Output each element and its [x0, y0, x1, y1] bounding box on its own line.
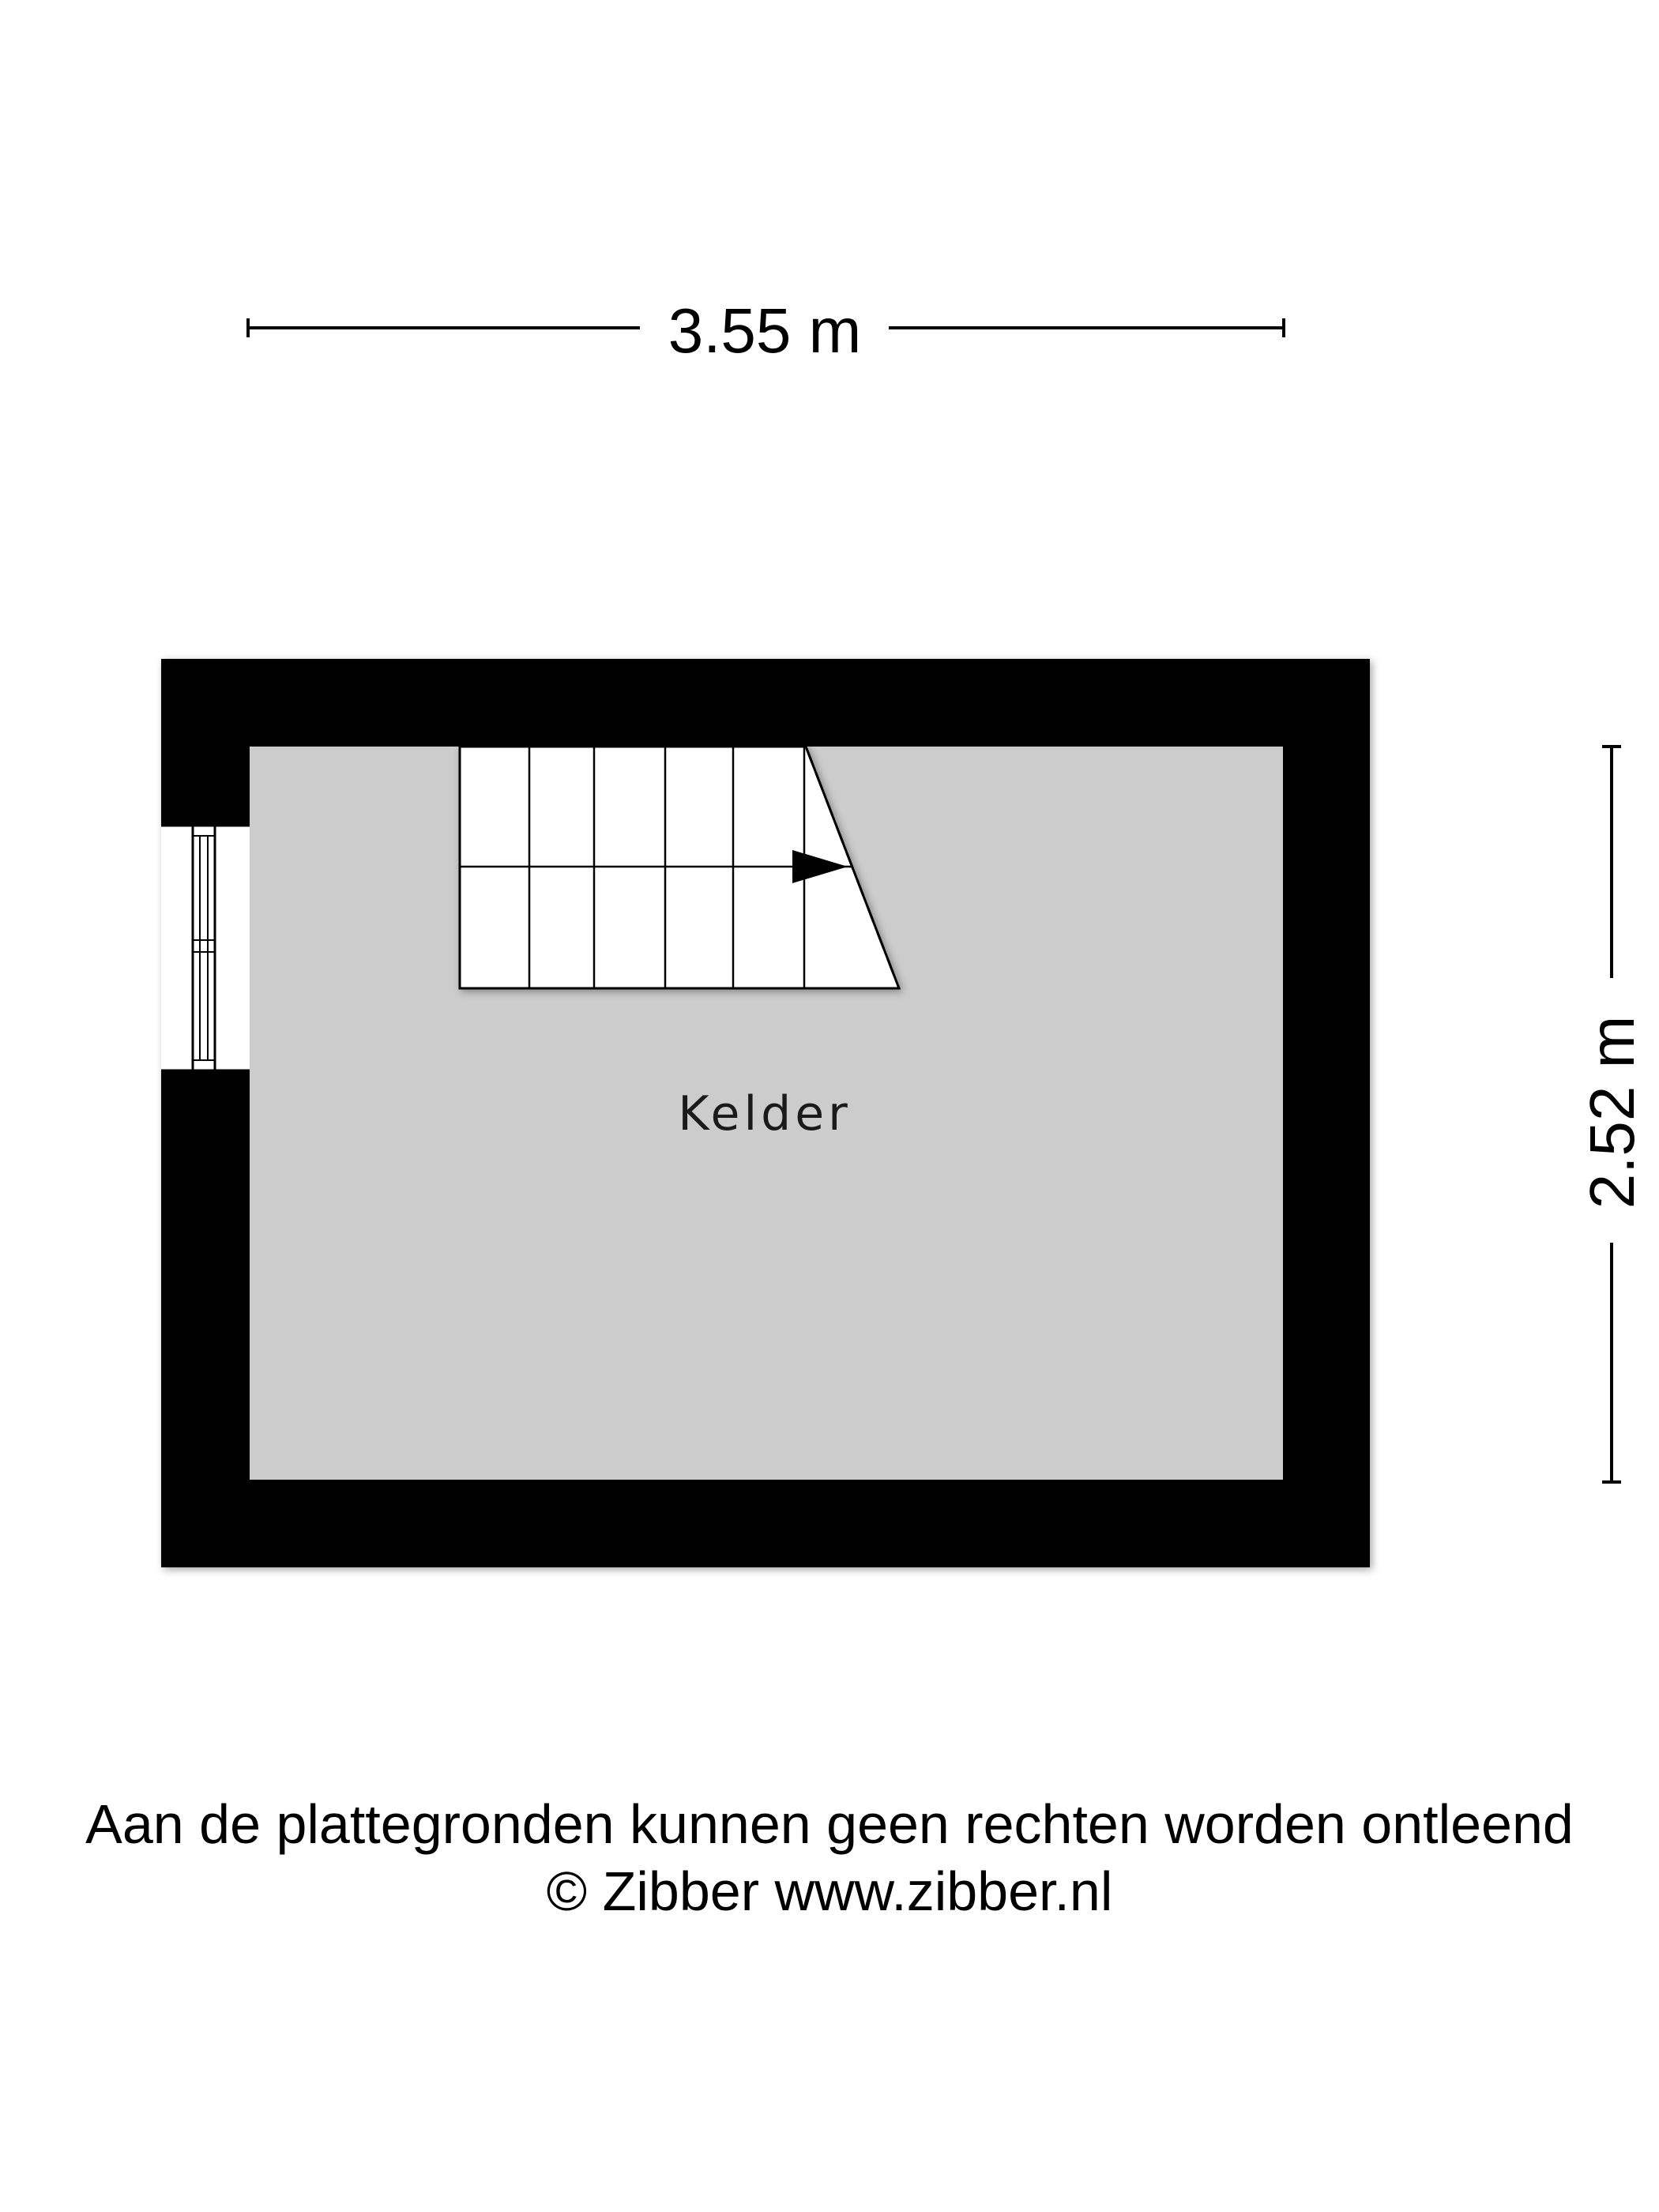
- height-dimension: [1577, 747, 1647, 1482]
- height-label: 2.52 m: [1577, 1015, 1647, 1209]
- width-dimension: [248, 295, 1284, 366]
- window: [161, 826, 250, 1070]
- width-label: 3.55 m: [668, 295, 862, 366]
- copyright-text: © Zibber www.zibber.nl: [546, 1860, 1113, 1922]
- disclaimer-text: Aan de plattegronden kunnen geen rechten worden ontleend: [85, 1793, 1574, 1855]
- room-label-kelder: Kelder: [678, 1086, 852, 1142]
